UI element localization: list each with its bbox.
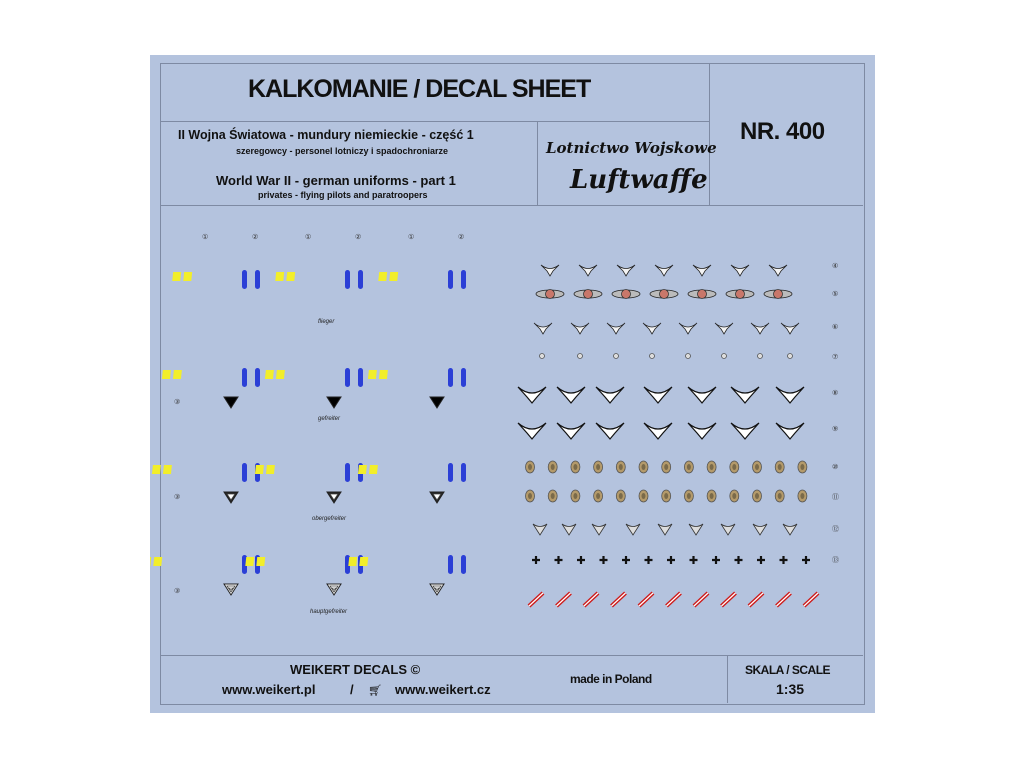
- large-eagle: [731, 423, 759, 439]
- shoulder-strap: [255, 270, 260, 289]
- website-pl[interactable]: www.weikert.pl: [222, 682, 316, 697]
- rank-label-obergefreiter: obergefreiter: [312, 516, 347, 522]
- eagle-insignia: [769, 265, 787, 276]
- ribbon-stripe: [804, 593, 818, 606]
- collar-patch: [275, 272, 284, 281]
- cockade-center: [551, 464, 555, 470]
- collar-patch: [163, 465, 172, 474]
- ribbon-stripe: [639, 593, 653, 606]
- cockade-center: [619, 493, 623, 499]
- large-eagle: [596, 423, 624, 439]
- cockade-center: [664, 493, 668, 499]
- unit-name-polish: Lotnictwo Wojskowe: [546, 139, 717, 157]
- wing-badge-wreath: [736, 290, 745, 299]
- cockade-center: [755, 493, 759, 499]
- cap-eagle: [689, 524, 703, 535]
- collar-patch: [256, 557, 265, 566]
- marker-2: ②: [458, 234, 465, 241]
- button-dot: [788, 354, 793, 359]
- eagle-insignia: [617, 265, 635, 276]
- button-dot: [540, 354, 545, 359]
- iron-cross: [802, 556, 810, 564]
- cockade-center: [528, 464, 532, 470]
- iron-cross: [780, 556, 788, 564]
- english-title: World War II - german uniforms - part 1: [216, 173, 456, 188]
- cap-eagle: [783, 524, 797, 535]
- cockade-center: [664, 464, 668, 470]
- collar-patch: [378, 272, 387, 281]
- cockade-center: [551, 493, 555, 499]
- eagle-insignia: [731, 265, 749, 276]
- rank-chevron: [224, 397, 238, 408]
- cockade-center: [687, 464, 691, 470]
- scale-label: SKALA / SCALE: [745, 663, 831, 677]
- rank-chevron: [327, 397, 341, 408]
- eagle-insignia: [534, 323, 552, 334]
- cockade-center: [687, 493, 691, 499]
- decal-sheet: [150, 55, 875, 713]
- collar-patch: [358, 465, 367, 474]
- collar-patch: [153, 557, 162, 566]
- shoulder-strap: [358, 270, 363, 289]
- ribbon-stripe: [612, 593, 626, 606]
- shoulder-strap: [448, 463, 453, 482]
- cockade-center: [800, 464, 804, 470]
- collar-patch: [172, 272, 181, 281]
- collar-patch: [359, 557, 368, 566]
- eagle-insignia: [693, 265, 711, 276]
- row-number: ⑥: [832, 324, 839, 331]
- eagle-insignia: [781, 323, 799, 334]
- cockade-center: [732, 464, 736, 470]
- rank-chevron: [430, 397, 444, 408]
- wing-badge-wreath: [622, 290, 631, 299]
- eagle-insignia: [571, 323, 589, 334]
- eagle-insignia: [679, 323, 697, 334]
- row-number: ⑦: [832, 354, 839, 361]
- large-eagle: [731, 387, 759, 403]
- large-eagle: [688, 423, 716, 439]
- row-number: ⑤: [832, 291, 839, 298]
- collar-patch: [183, 272, 192, 281]
- collar-patch: [150, 557, 151, 566]
- sheet-title: KALKOMANIE / DECAL SHEET: [248, 75, 591, 103]
- cap-eagle: [753, 524, 767, 535]
- iron-cross: [690, 556, 698, 564]
- ribbon-stripe: [777, 593, 791, 606]
- large-eagle: [557, 387, 585, 403]
- ribbon-stripe: [529, 593, 543, 606]
- shoulder-strap: [461, 270, 466, 289]
- ribbon-stripe: [557, 593, 571, 606]
- marker-1: ①: [408, 234, 415, 241]
- shoulder-strap: [358, 368, 363, 387]
- english-subtitle: privates - flying pilots and paratroopers: [258, 190, 428, 200]
- row-number: ⑩: [832, 464, 839, 471]
- iron-cross: [622, 556, 630, 564]
- button-dot: [650, 354, 655, 359]
- website-cz[interactable]: www.weikert.cz: [395, 682, 491, 697]
- wing-badge-wreath: [660, 290, 669, 299]
- row-number: ⑨: [832, 426, 839, 433]
- iron-cross: [600, 556, 608, 564]
- shoulder-strap: [242, 368, 247, 387]
- shoulder-strap: [242, 270, 247, 289]
- shoulder-strap: [242, 463, 247, 482]
- iron-cross: [577, 556, 585, 564]
- large-eagle: [518, 423, 546, 439]
- scale-value: 1:35: [776, 681, 805, 697]
- marker-2: ②: [355, 234, 362, 241]
- cap-eagle: [626, 524, 640, 535]
- marker-1: ①: [202, 234, 209, 241]
- cockade-center: [732, 493, 736, 499]
- large-eagle: [776, 423, 804, 439]
- ribbon-stripe: [667, 593, 681, 606]
- brand-name: WEIKERT DECALS ©: [290, 662, 421, 677]
- large-eagle: [688, 387, 716, 403]
- rank-label-hauptgefreiter: hauptgefreiter: [310, 609, 348, 615]
- shoulder-strap: [255, 368, 260, 387]
- collar-patch: [255, 465, 264, 474]
- decal-artwork: [150, 55, 875, 713]
- shoulder-strap: [448, 555, 453, 574]
- row-number: ⑫: [832, 526, 839, 533]
- collar-patch: [286, 272, 295, 281]
- cap-eagle: [721, 524, 735, 535]
- button-dot: [614, 354, 619, 359]
- marker-3: ③: [174, 399, 181, 406]
- collar-patch: [162, 370, 171, 379]
- eagle-insignia: [607, 323, 625, 334]
- polish-title: II Wojna Światowa - mundury niemieckie - część 1: [178, 128, 474, 142]
- ribbon-stripe: [722, 593, 736, 606]
- marker-3: ③: [174, 494, 181, 501]
- marker-1: ①: [305, 234, 312, 241]
- shoulder-strap: [345, 368, 350, 387]
- shoulder-strap: [461, 555, 466, 574]
- website-separator: /: [350, 682, 354, 697]
- cap-eagle: [592, 524, 606, 535]
- marker-2: ②: [252, 234, 259, 241]
- collar-patch: [245, 557, 254, 566]
- shoulder-strap: [345, 463, 350, 482]
- cockade-center: [573, 464, 577, 470]
- collar-patch: [379, 370, 388, 379]
- ribbon-stripe: [694, 593, 708, 606]
- cockade-center: [710, 464, 714, 470]
- shoulder-strap: [461, 463, 466, 482]
- cockade-center: [642, 493, 646, 499]
- large-eagle: [644, 423, 672, 439]
- wing-badge-wreath: [546, 290, 555, 299]
- collar-patch: [368, 370, 377, 379]
- button-dot: [758, 354, 763, 359]
- cap-eagle: [562, 524, 576, 535]
- cockade-center: [573, 493, 577, 499]
- row-number: ⑧: [832, 390, 839, 397]
- iron-cross: [667, 556, 675, 564]
- cockade-center: [778, 464, 782, 470]
- iron-cross: [757, 556, 765, 564]
- large-eagle: [644, 387, 672, 403]
- large-eagle: [518, 387, 546, 403]
- collar-patch: [173, 370, 182, 379]
- cockade-center: [528, 493, 532, 499]
- eagle-insignia: [541, 265, 559, 276]
- shoulder-strap: [448, 270, 453, 289]
- collar-patch: [389, 272, 398, 281]
- cart-icon: 🛒︎: [368, 685, 382, 697]
- polish-subtitle: szeregowcy - personel lotniczy i spadochroniarze: [236, 146, 449, 156]
- ribbon-stripe: [584, 593, 598, 606]
- large-eagle: [776, 387, 804, 403]
- rank-label-flieger: flieger: [318, 319, 335, 325]
- marker-3: ③: [174, 588, 181, 595]
- shoulder-strap: [461, 368, 466, 387]
- button-dot: [686, 354, 691, 359]
- iron-cross: [735, 556, 743, 564]
- iron-cross: [645, 556, 653, 564]
- collar-patch: [276, 370, 285, 379]
- collar-patch: [369, 465, 378, 474]
- iron-cross: [532, 556, 540, 564]
- row-number: ⑪: [832, 494, 839, 501]
- button-dot: [722, 354, 727, 359]
- cap-eagle: [658, 524, 672, 535]
- row-number: ⑬: [832, 557, 839, 564]
- wing-badge-wreath: [774, 290, 783, 299]
- eagle-insignia: [579, 265, 597, 276]
- cockade-center: [778, 493, 782, 499]
- large-eagle: [557, 423, 585, 439]
- cockade-center: [619, 464, 623, 470]
- collar-patch: [265, 370, 274, 379]
- ribbon-stripe: [749, 593, 763, 606]
- row-number: ④: [832, 263, 839, 270]
- shoulder-strap: [448, 368, 453, 387]
- eagle-insignia: [643, 323, 661, 334]
- cockade-center: [596, 464, 600, 470]
- cap-eagle: [533, 524, 547, 535]
- cockade-center: [755, 464, 759, 470]
- cockade-center: [800, 493, 804, 499]
- large-eagle: [596, 387, 624, 403]
- wing-badge-wreath: [698, 290, 707, 299]
- collar-patch: [348, 557, 357, 566]
- cockade-center: [710, 493, 714, 499]
- made-in: made in Poland: [570, 672, 652, 686]
- unit-name-luftwaffe: Luftwaffe: [570, 165, 708, 195]
- iron-cross: [712, 556, 720, 564]
- eagle-insignia: [715, 323, 733, 334]
- button-dot: [578, 354, 583, 359]
- wing-badge-wreath: [584, 290, 593, 299]
- cockade-center: [596, 493, 600, 499]
- cockade-center: [642, 464, 646, 470]
- iron-cross: [555, 556, 563, 564]
- collar-patch: [152, 465, 161, 474]
- shoulder-strap: [345, 270, 350, 289]
- eagle-insignia: [655, 265, 673, 276]
- rank-label-gefreiter: gefreiter: [318, 416, 341, 422]
- collar-patch: [266, 465, 275, 474]
- sheet-number: NR. 400: [740, 118, 825, 145]
- eagle-insignia: [751, 323, 769, 334]
